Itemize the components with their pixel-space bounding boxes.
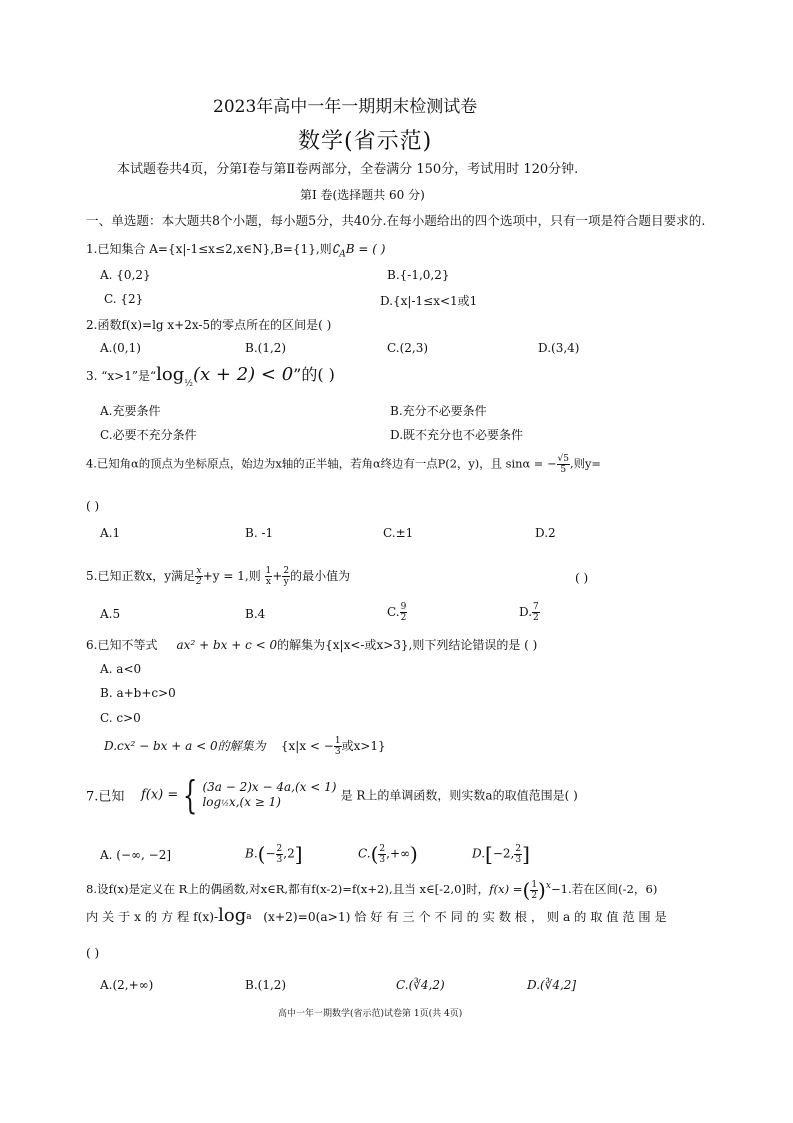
q6-option-b: B. a+b+c>0	[100, 686, 176, 700]
q7-piecewise	[202, 780, 336, 811]
q4-option-b: B. -1	[245, 526, 274, 540]
q5-option-b: B.4	[245, 607, 266, 621]
x-over-2: $\frac{x}{2}$	[196, 566, 202, 587]
q7-piece-2-row: log½x,(x ≥ 1)	[202, 794, 281, 809]
page-footer: 高中一年一期数学(省示范)试卷第 1页(共 4页)	[278, 1009, 463, 1019]
q3-expression: (x + 2) < 0	[193, 364, 294, 385]
q5-stem-part-c: 的最小值为	[290, 569, 351, 583]
q3-option-b: B.充分不必要条件	[390, 404, 487, 418]
q7-stem	[86, 773, 578, 817]
q7-option-c-label: C.	[358, 846, 371, 861]
q4-stem-part-a: 4.已知角α的顶点为坐标原点，始边为x轴的正半轴，若角α终边有一点P(2，y)，且 sinα = −	[86, 456, 557, 471]
q1-option-b: B.{-1,0,2}	[387, 268, 450, 282]
q2-stem: 2.函数f(x)=lg x+2x-5的零点所在的区间是( )	[86, 318, 332, 332]
q3-stem-part-a: 3. “x>1”是“	[86, 369, 157, 383]
left-brace: {	[183, 773, 198, 817]
q1-stem-part-b: B = ( )	[345, 242, 386, 256]
q6-option-a: A. a<0	[100, 662, 142, 676]
q2-option-d: D.(3,4)	[538, 341, 580, 355]
q4-stem-part-b: ,则y=	[569, 456, 601, 471]
q1-option-a: A. {0,2}	[100, 268, 151, 282]
q2-option-b: B.(1,2)	[245, 341, 287, 355]
q3-stem	[86, 362, 335, 389]
one-over-three: $\frac{1}{3}$	[334, 736, 341, 757]
q8-option-c: C.(∛4,2)	[396, 978, 445, 992]
one-over-x: $\frac{1}{x}$	[265, 566, 272, 587]
seven-over-two: $\frac{7}{2}$	[533, 602, 539, 623]
q6-option-d-part-c: 或x>1}	[341, 739, 386, 753]
log-a: loga	[218, 905, 252, 926]
q4-stem	[86, 454, 601, 475]
exam-title: 2023年高中一年一期期末检测试卷	[213, 97, 478, 117]
two-over-y: $\frac{2}{y}$	[283, 566, 290, 587]
q8-fx: f(x) =	[489, 882, 523, 896]
subject-title: 数学(省示范)	[298, 129, 433, 154]
q5-option-d	[519, 602, 540, 623]
q7-option-d: D.[−2, $\frac{2}{3}$ ]	[472, 842, 530, 866]
q6-stem-part-b: 的解集为{x|x<-或x>3},则下列结论错误的是 ( )	[277, 638, 538, 652]
q8-line-2-part-a: 内 关 于 x 的 方 程 f(x)-	[86, 910, 219, 924]
q7-stem-part-a: 7.已知	[86, 789, 125, 805]
complement-symbol: $∁_A$	[331, 242, 346, 260]
q8-line-2	[86, 905, 667, 926]
q7-option-c: C.( $\frac{2}{3}$ ,+∞)	[358, 842, 418, 866]
q7-stem-part-b: 是 R上的单调函数，则实数a的取值范围是( )	[340, 788, 578, 803]
q5-stem-part-b: +y = 1,则	[202, 569, 261, 583]
q8-option-b: B.(1,2)	[245, 978, 287, 992]
q7-option-b: B.(− $\frac{2}{3}$ ,2]	[245, 842, 303, 866]
q8-line-1-part-c: −1.若在区间(-2，6)	[550, 882, 658, 896]
q3-stem-part-b: ”的( )	[293, 365, 335, 384]
q6-stem	[86, 636, 537, 653]
q5-option-c-label: C.	[387, 605, 400, 619]
q3-option-a: A.充要条件	[100, 404, 161, 418]
q6-option-c: C. c>0	[100, 711, 141, 725]
q5-stem: 5.已知正数x，y满足 $\frac{x}{2}$ +y = 1,则 $\frac{1}{x}$ + $\frac{2}{y}$ 的最小值为	[86, 566, 351, 587]
q8-line-1-part-a: 8.设f(x)是定义在 R上的偶函数,对x∈R,都有f(x-2)=f(x+2),且当 x∈[-2,0]时，	[86, 882, 490, 896]
q3-option-c: C.必要不充分条件	[100, 428, 197, 442]
two-over-three: $\frac{2}{3}$	[276, 843, 283, 865]
q2-option-a: A.(0,1)	[100, 341, 141, 355]
q1-option-c: C. {2}	[104, 292, 144, 306]
q8-option-d: D.(∛4,2]	[527, 978, 577, 992]
q4-option-d: D.2	[535, 526, 556, 540]
q4-answer-paren: ( )	[86, 499, 100, 513]
q6-stem-part-a: 6.已知不等式	[86, 638, 158, 652]
part-title: 第Ⅰ 卷(选择题共 60 分)	[300, 188, 425, 202]
two-over-three: $\frac{2}{3}$	[379, 843, 386, 865]
q4-option-c: C.±1	[383, 526, 414, 540]
log-half: $\log_{\frac{1}{2}}$	[156, 364, 193, 389]
section-title: 一、单选题：本大题共8个小题，每小题5分，共40分.在每小题给出的四个选项中，只有一项是符合题目要求的.	[86, 213, 706, 228]
q3-option-d: D.既不充分也不必要条件	[390, 428, 524, 442]
q8-option-a: A.(2,+∞)	[100, 978, 154, 992]
q4-option-a: A.1	[100, 526, 121, 540]
one-half: $\frac{1}{2}$	[531, 879, 538, 901]
intro-text: 本试题卷共4页，分第Ⅰ卷与第Ⅱ卷两部分，全卷满分 150分，考试用时 120分钟.	[117, 162, 579, 177]
q1-option-d: D.{x|-1≤x<1或1	[380, 294, 478, 308]
q5-option-a: A.5	[100, 607, 121, 621]
q5-stem-part-a: 5.已知正数x，y满足	[86, 569, 195, 583]
q5-answer-paren: ( )	[575, 571, 589, 585]
q1-stem-part-a: 1.已知集合 A={x|-1≤x≤2,x∈N},B={1},则	[86, 242, 332, 256]
q5-option-c	[387, 602, 407, 623]
q1-stem	[86, 240, 385, 259]
q5-option-d-label: D.	[519, 605, 533, 619]
q7-fx: f(x) =	[140, 787, 179, 803]
q2-option-c: C.(2,3)	[387, 341, 429, 355]
two-over-three: $\frac{2}{3}$	[515, 843, 522, 865]
q6-inequality: ax² + bx + c < 0	[176, 638, 278, 652]
q7-option-a: A. (−∞, −2]	[100, 848, 172, 862]
q7-option-d-label: D.	[472, 846, 486, 861]
q6-option-d-part-a: D.cx² − bx + a < 0的解集为	[104, 739, 266, 753]
q7-piece-1: (3a − 2)x − 4a,(x < 1)	[202, 779, 337, 794]
q8-line-1: 8.设f(x)是定义在 R上的偶函数,对x∈R,都有f(x-2)=f(x+2),且当 x∈[-2,0]时，f(x) =( $\frac{1}{2}$ )$^x$−1.若在区间(-2，6)	[86, 878, 658, 902]
q7-piece-2: x,(x ≥ 1)	[228, 794, 281, 809]
q6-option-d-part-b: {x|x < −	[280, 739, 334, 753]
q8-answer-paren: ( )	[86, 946, 100, 960]
nine-over-two: $\frac{9}{2}$	[400, 602, 407, 623]
q8-line-2-part-b: (x+2)=0(a>1) 恰 好 有 三 个 不 同 的 实 数 根 ， 则 a 的 取 值 范 围 是	[263, 910, 667, 924]
sqrt5-over-5: $\frac{√5}{5}$	[557, 454, 569, 475]
q7-option-b-label: B.	[245, 846, 258, 861]
q6-option-d	[104, 736, 386, 757]
